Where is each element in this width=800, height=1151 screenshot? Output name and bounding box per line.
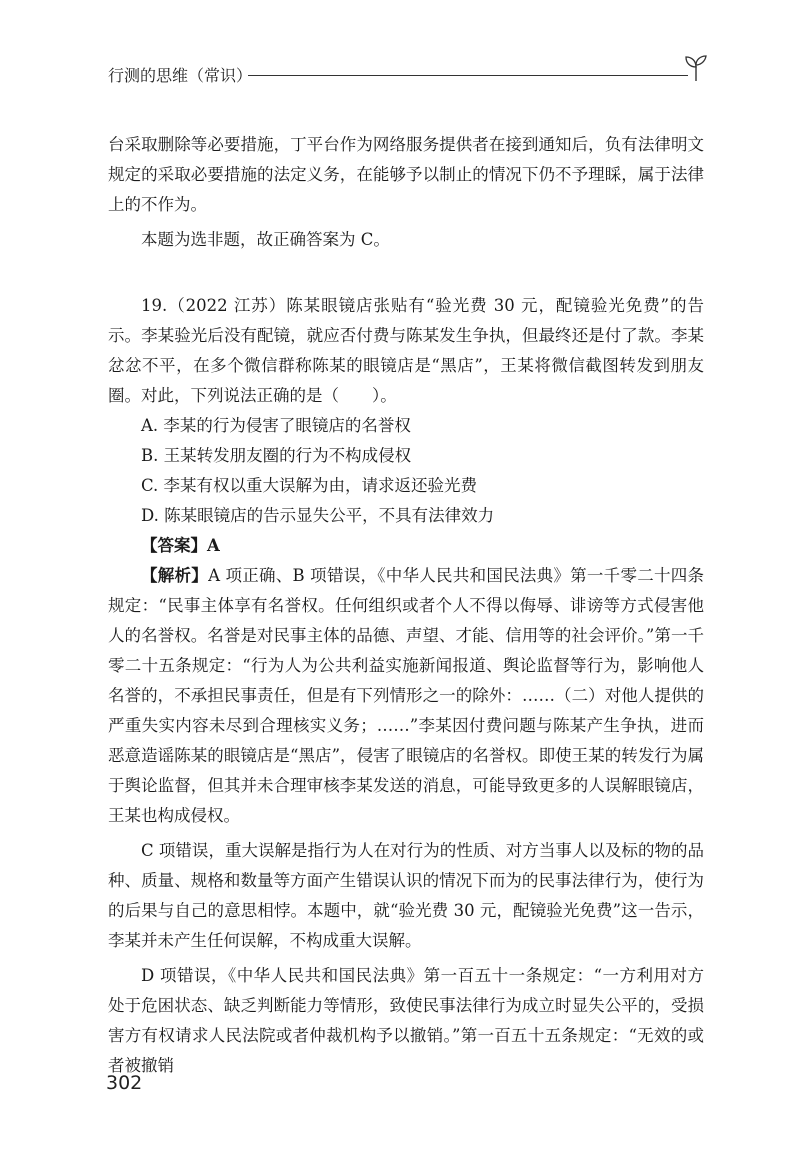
page-header (108, 60, 708, 90)
analysis-paragraph-2: C 项错误，重大误解是指行为人在对行为的性质、对方当事人以及标的物的品种、质量、规格和数量等方面产生错误认识的情况下而为的民事法律行为，使行为的后果与自己的意思相悖。本题中，就“验光费 30 元，配镜验光免费”这一告示，李某并未产生任何误解，不构成重大误解。 (108, 841, 704, 950)
page-number: 302 (106, 1072, 143, 1094)
analysis-text-1: A 项正确、B 项错误，《中华人民共和国民法典》第一千零二十四条规定：“民事主体享有名誉权。任何组织或者个人不得以侮辱、诽谤等方式侵害他人的名誉权。名誉是对民事主体的品德、声望、才能、信用等的社会评价。”第一千零二十五条规定：“行为人为公共利益实施新闻报道、舆论监督等行为，影响他人名誉的，不承担民事责任，但是有下列情形之一的除外：……（二）对他人提供的严重失实内容未尽到合理核实义务；……”李某因付费问题与陈某产生争执，进而恶意造谣陈某的眼镜店是“黑店”，侵害了眼镜店的名誉权。即使王某的转发行为属于舆论监督，但其并未合理审核李某发送的消息，可能导致更多的人误解眼镜店，王某也构成侵权。 (108, 566, 705, 825)
sprout-icon (684, 52, 708, 82)
analysis-paragraph-1 (108, 561, 704, 831)
conclusion-paragraph: 本题为选非题，故正确答案为 C。 (141, 230, 390, 249)
analysis-label: 【解析】 (141, 566, 209, 585)
option-a: A. 李某的行为侵害了眼镜店的名誉权 (141, 416, 411, 435)
header-title: 行测的思维（常识） (108, 66, 253, 85)
option-d: D. 陈某眼镜店的告示显失公平，不具有法律效力 (141, 506, 495, 525)
answer-label: 【答案】 (141, 536, 207, 555)
answer-line (108, 531, 704, 561)
page-content (108, 130, 704, 1081)
analysis-paragraph-3: D 项错误，《中华人民共和国民法典》第一百五十一条规定：“一方利用对方处于危困状态、缺乏判断能力等情形，致使民事法律行为成立时显失公平的，受损害方有权请求人民法院或者仲裁机构予以撤销。”第一百五十五条规定：“无效的或者被撤销 (108, 966, 704, 1075)
options-list (108, 411, 704, 531)
answer-value: A (207, 536, 220, 555)
header-rule (248, 75, 688, 76)
option-b: B. 王某转发朋友圈的行为不构成侵权 (141, 446, 412, 465)
question-stem: 19.（2022 江苏）陈某眼镜店张贴有“验光费 30 元，配镜验光免费”的告示。李某验光后没有配镜，就应否付费与陈某发生争执，但最终还是付了款。李某忿忿不平，在多个微信群称陈某的眼镜店是“黑店”，王某将微信截图转发到朋友圈。对此，下列说法正确的是（ ）。 (108, 296, 704, 405)
option-c: C. 李某有权以重大误解为由，请求返还验光费 (141, 476, 478, 495)
continuation-paragraph: 台采取删除等必要措施，丁平台作为网络服务提供者在接到通知后，负有法律明文规定的采取必要措施的法定义务，在能够予以制止的情况下仍不予理睬，属于法律上的不作为。 (108, 135, 704, 214)
